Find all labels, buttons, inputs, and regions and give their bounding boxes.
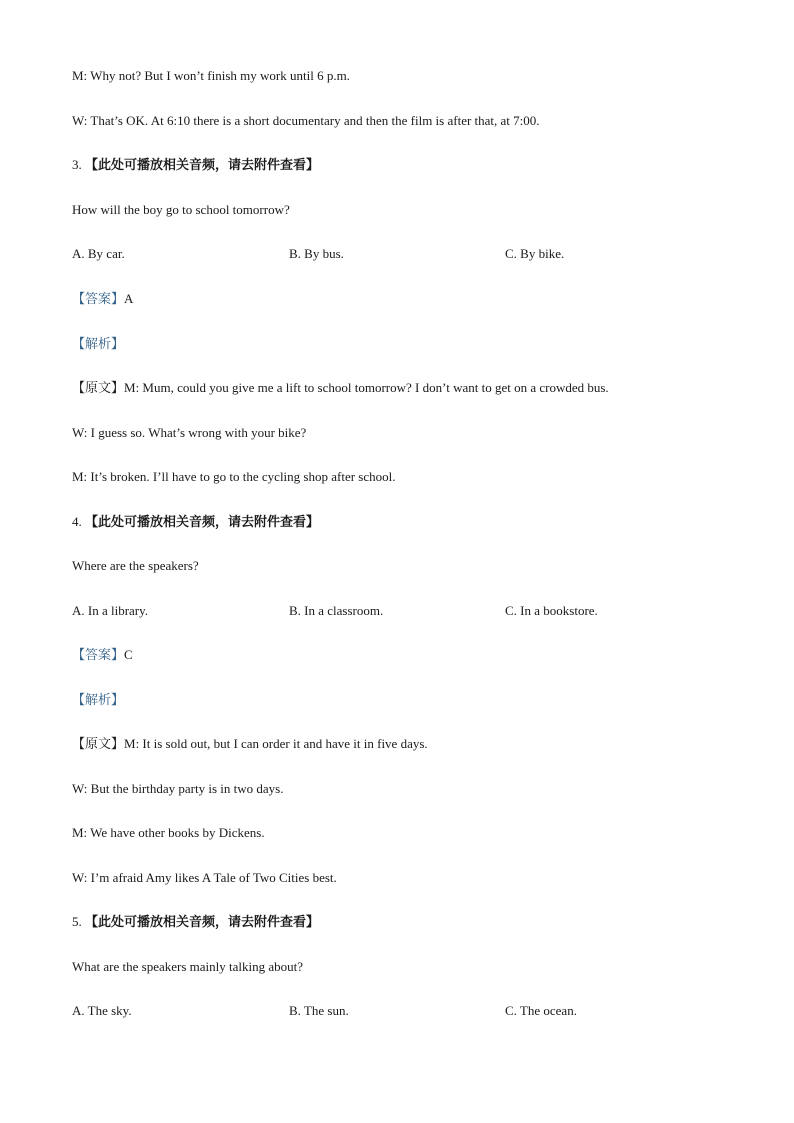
transcript-text: M: It is sold out, but I can order it and have it in five days. <box>124 736 428 751</box>
option-c: C. The ocean. <box>505 1003 577 1018</box>
option-c: C. In a bookstore. <box>505 603 598 618</box>
original-tag: 【原文】 <box>72 737 125 752</box>
question-4-header <box>72 513 319 532</box>
answer-value: A <box>124 291 134 306</box>
analysis-line <box>72 691 124 710</box>
question-number: 3. <box>72 157 82 172</box>
option-b: B. In a classroom. <box>289 603 384 618</box>
transcript-line: M: It’s broken. I’ll have to go to the cycling shop after school. <box>72 469 396 484</box>
option-b: B. By bus. <box>289 246 344 261</box>
question-4-text: Where are the speakers? <box>72 558 199 573</box>
question-5-header <box>72 913 319 932</box>
option-b: B. The sun. <box>289 1003 349 1018</box>
analysis-tag: 【解析】 <box>72 693 125 708</box>
transcript-line: W: I’m afraid Amy likes A Tale of Two Cities best. <box>72 870 337 885</box>
answer-line <box>72 290 133 309</box>
transcript-text: M: Mum, could you give me a lift to school tomorrow? I don’t want to get on a crowded bus. <box>124 380 609 395</box>
analysis-tag: 【解析】 <box>72 337 125 352</box>
option-c: C. By bike. <box>505 246 565 261</box>
dialogue-line: M: Why not? But I won’t finish my work until 6 p.m. <box>72 68 350 83</box>
question-number: 5. <box>72 914 82 929</box>
transcript-line: M: We have other books by Dickens. <box>72 825 265 840</box>
audio-note: 【此处可播放相关音频，请去附件查看】 <box>85 915 320 930</box>
audio-note: 【此处可播放相关音频，请去附件查看】 <box>85 515 320 530</box>
analysis-line <box>72 335 124 354</box>
transcript-line: W: I guess so. What’s wrong with your bike? <box>72 425 307 440</box>
dialogue-line: W: That’s OK. At 6:10 there is a short documentary and then the film is after that, at 7:00. <box>72 113 540 128</box>
question-3-header <box>72 156 319 175</box>
question-5-text: What are the speakers mainly talking about? <box>72 959 304 974</box>
transcript-line: W: But the birthday party is in two days. <box>72 781 284 796</box>
answer-line <box>72 646 133 665</box>
transcript-line <box>72 379 609 398</box>
answer-value: C <box>124 647 133 662</box>
option-a: A. The sky. <box>72 1003 132 1018</box>
option-a: A. In a library. <box>72 603 149 618</box>
option-a: A. By car. <box>72 246 125 261</box>
answer-tag: 【答案】 <box>72 292 125 307</box>
original-tag: 【原文】 <box>72 381 125 396</box>
transcript-line <box>72 735 428 754</box>
question-3-text: How will the boy go to school tomorrow? <box>72 202 290 217</box>
answer-tag: 【答案】 <box>72 648 125 663</box>
audio-note: 【此处可播放相关音频，请去附件查看】 <box>85 158 320 173</box>
question-number: 4. <box>72 514 82 529</box>
